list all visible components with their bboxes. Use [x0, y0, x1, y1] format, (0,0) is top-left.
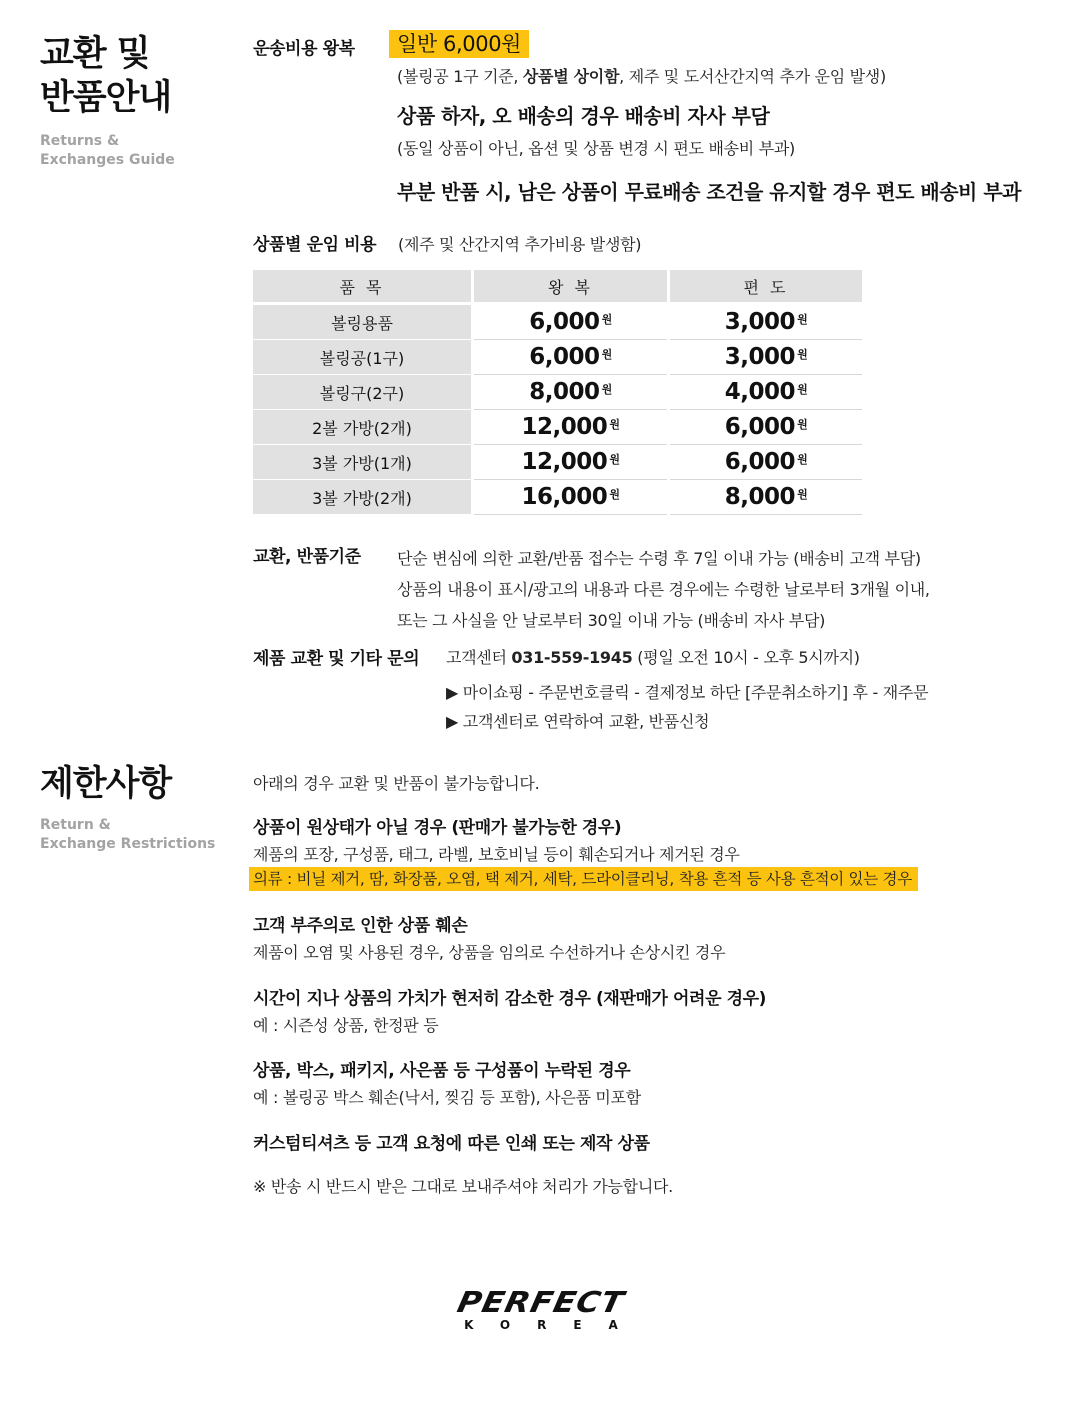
currency: 원 — [797, 383, 808, 396]
inquiry-center — [446, 645, 860, 668]
currency: 원 — [797, 488, 808, 501]
restriction-detail: 제품이 오염 및 사용된 경우, 상품을 임의로 수선하거나 손상시킨 경우 — [253, 943, 726, 962]
currency: 원 — [609, 488, 620, 501]
center-label: 고객센터 — [446, 648, 512, 667]
restriction-heading: 상품, 박스, 패키지, 사은품 등 구성품이 누락된 경우 — [253, 1061, 631, 1081]
row-oneway-price — [669, 445, 863, 480]
header-round: 왕 복 — [473, 270, 669, 304]
price-value: 6,000 — [724, 414, 796, 440]
header-item: 품 목 — [253, 270, 473, 304]
row-item: 볼링용품 — [253, 304, 473, 340]
row-item: 3볼 가방(1개) — [253, 445, 473, 480]
restriction-highlight: 의류 : 비닐 제거, 땀, 화장품, 오염, 택 제거, 세탁, 드라이클리닝, 착용 흔적 등 사용 흔적이 있는 경우 — [249, 867, 918, 891]
price-value: 12,000 — [521, 449, 608, 475]
shipping-price-highlight: 일반 6,000원 — [389, 30, 529, 58]
inquiry-step-1: ▶ 마이쇼핑 - 주문번호클릭 - 결제정보 하단 [주문취소하기] 후 - 재주문 — [446, 683, 929, 702]
currency: 원 — [609, 418, 620, 431]
shipping-note-1 — [397, 64, 886, 87]
row-round-price — [473, 480, 669, 515]
inquiry-label: 제품 교환 및 기타 문의 — [253, 649, 420, 669]
restriction-detail: 제품의 포장, 구성품, 태그, 라벨, 보호비닐 등이 훼손되거나 제거된 경우 — [253, 845, 740, 864]
criteria-label: 교환, 반품기준 — [253, 547, 361, 567]
restriction-heading: 상품이 원상태가 아닐 경우 (판매가 불가능한 경우) — [253, 818, 622, 838]
row-oneway-price — [669, 340, 863, 375]
section-subtitle-en — [40, 132, 175, 170]
row-round-price — [473, 340, 669, 375]
header-oneway: 편 도 — [669, 270, 863, 304]
title-line-1: 교환 및 — [40, 34, 150, 74]
price-value: 3,000 — [724, 309, 796, 335]
fee-table — [253, 270, 862, 515]
fee-table-label: 상품별 운임 비용 — [253, 235, 377, 255]
price-value: 3,000 — [724, 344, 796, 370]
currency: 원 — [601, 383, 612, 396]
restriction-heading: 커스텀티셔츠 등 고객 요청에 따른 인쇄 또는 제작 상품 — [253, 1134, 650, 1154]
row-oneway-price — [669, 375, 863, 410]
row-round-price — [473, 445, 669, 480]
criteria-line: 상품의 내용이 표시/광고의 내용과 다른 경우에는 수령한 날로부터 3개월 이내, — [397, 580, 930, 599]
price-value: 6,000 — [529, 344, 600, 370]
table-row — [253, 480, 862, 515]
price-value: 6,000 — [529, 309, 600, 335]
phone-number: 031-559-1945 — [511, 648, 633, 667]
criteria-line: 단순 변심에 의한 교환/반품 접수는 수령 후 7일 이내 가능 (배송비 고객 부담) — [397, 549, 921, 568]
shipping-note-2: (동일 상품이 아닌, 옵션 및 상품 변경 시 편도 배송비 부과) — [397, 139, 795, 158]
price-value: 12,000 — [521, 414, 608, 440]
currency: 원 — [601, 348, 612, 361]
table-row — [253, 304, 862, 340]
table-row — [253, 375, 862, 410]
en-line-2: Exchanges Guide — [40, 152, 175, 168]
price-value: 16,000 — [521, 484, 608, 510]
perfect-korea-logo — [425, 1286, 657, 1332]
fee-table-note: (제주 및 산간지역 추가비용 발생함) — [398, 235, 642, 254]
row-oneway-price — [669, 410, 863, 445]
note1-bold: 상품별 상이함 — [522, 67, 620, 86]
logo-wordmark: PERFECT — [454, 1284, 628, 1320]
currency: 원 — [797, 348, 808, 361]
section2-subtitle-en — [40, 816, 215, 854]
restrictions-intro: 아래의 경우 교환 및 반품이 불가능합니다. — [253, 774, 540, 793]
row-round-price — [473, 304, 669, 340]
shipping-label: 운송비용 왕복 — [253, 39, 355, 59]
price-value: 8,000 — [724, 484, 796, 510]
inquiry-step-2: ▶ 고객센터로 연락하여 교환, 반품신청 — [446, 712, 710, 731]
criteria-line: 또는 그 사실을 안 날로부터 30일 이내 가능 (배송비 자사 부담) — [397, 611, 826, 630]
restriction-heading: 고객 부주의로 인한 상품 훼손 — [253, 916, 468, 936]
price-value: 4,000 — [724, 379, 796, 405]
en-line-1: Return & — [40, 817, 111, 833]
center-hours: (평일 오전 10시 - 오후 5시까지) — [632, 648, 860, 667]
currency: 원 — [609, 453, 620, 466]
fee-table-header — [253, 270, 862, 304]
row-item: 3볼 가방(2개) — [253, 480, 473, 515]
section-title-returns — [40, 32, 171, 120]
en-line-1: Returns & — [40, 133, 120, 149]
restriction-heading: 시간이 지나 상품의 가치가 현저히 감소한 경우 (재판매가 어려운 경우) — [253, 989, 767, 1009]
table-row — [253, 340, 862, 375]
currency: 원 — [797, 453, 808, 466]
row-item: 볼링공(1구) — [253, 340, 473, 375]
note1-post: , 제주 및 도서산간지역 추가 운임 발생) — [619, 67, 886, 86]
currency: 원 — [797, 313, 808, 326]
criteria-text — [397, 543, 930, 636]
row-item: 2볼 가방(2개) — [253, 410, 473, 445]
row-oneway-price — [669, 480, 863, 515]
currency: 원 — [601, 313, 612, 326]
price-value: 6,000 — [724, 449, 796, 475]
currency: 원 — [797, 418, 808, 431]
row-round-price — [473, 375, 669, 410]
title-line-2: 반품안내 — [40, 78, 172, 118]
row-oneway-price — [669, 304, 863, 340]
section-title-restrictions: 제한사항 — [40, 764, 172, 804]
restriction-detail: 예 : 시즌성 상품, 한정판 등 — [253, 1016, 439, 1035]
en-line-2: Exchange Restrictions — [40, 836, 216, 852]
table-row — [253, 410, 862, 445]
shipping-defect-line: 상품 하자, 오 배송의 경우 배송비 자사 부담 — [397, 104, 770, 128]
price-value: 8,000 — [529, 379, 600, 405]
row-round-price — [473, 410, 669, 445]
return-footnote: ※ 반송 시 반드시 받은 그대로 보내주셔야 처리가 가능합니다. — [253, 1177, 673, 1196]
table-row — [253, 445, 862, 480]
logo-subtext: KOREA — [464, 1318, 645, 1332]
row-item: 볼링구(2구) — [253, 375, 473, 410]
note1-pre: (볼링공 1구 기준, — [397, 67, 523, 86]
shipping-partial-return-line: 부분 반품 시, 남은 상품이 무료배송 조건을 유지할 경우 편도 배송비 부과 — [397, 180, 1021, 204]
restriction-detail: 예 : 볼링공 박스 훼손(낙서, 찢김 등 포함), 사은품 미포함 — [253, 1088, 641, 1107]
